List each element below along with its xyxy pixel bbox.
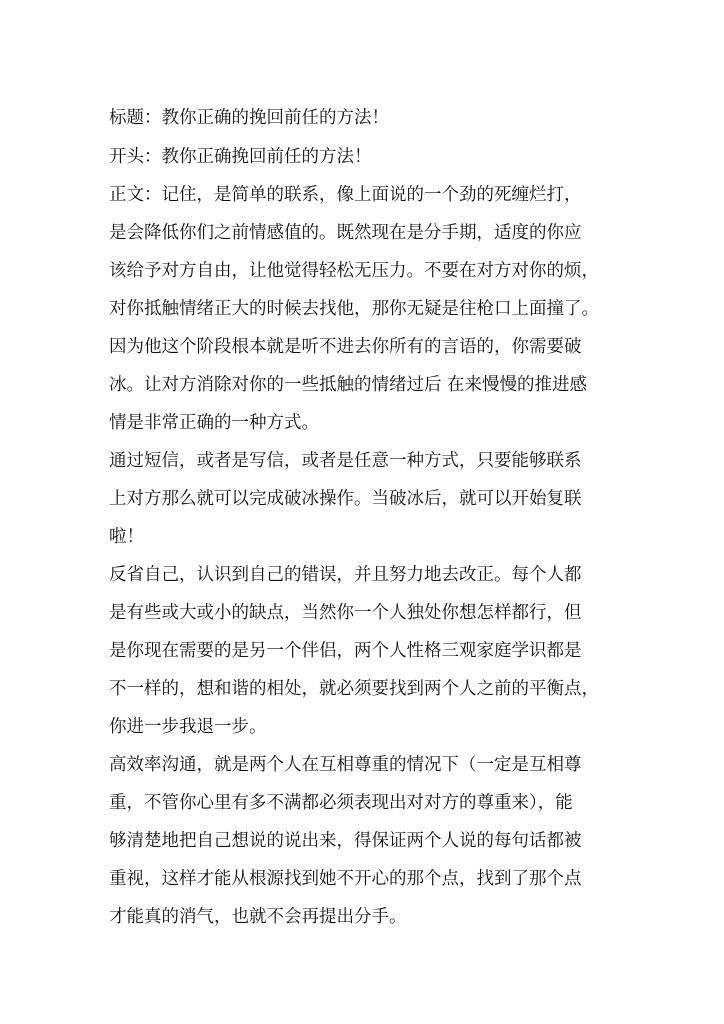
body-line: 上对方那么就可以完成破冰操作。当破冰后，就可以开始复联 bbox=[109, 489, 582, 509]
body-line: 冰。让对方消除对你的一些抵触的情绪过后 在来慢慢的推进感 bbox=[109, 375, 588, 395]
body-line: 通过短信，或者是写信，或者是任意一种方式，只要能够联系 bbox=[109, 451, 582, 471]
body-line: 重视，这样才能从根源找到她不开心的那个点，找到了那个点 bbox=[109, 869, 582, 889]
body-line: 反省自己，认识到自己的错误，并且努力地去改正。每个人都 bbox=[109, 565, 582, 585]
body-line: 对你抵触情绪正大的时候去找他，那你无疑是往枪口上面撞了。 bbox=[109, 299, 599, 319]
body-line: 是有些或大或小的缺点，当然你一个人独处你想怎样都行，但 bbox=[109, 603, 582, 623]
body-line: 重，不管你心里有多不满都必须表现出对对方的尊重来），能 bbox=[109, 793, 573, 813]
body-line: 正文：记住，是简单的联系，像上面说的一个劲的死缠烂打， bbox=[109, 185, 582, 205]
body-line: 因为他这个阶段根本就是听不进去你所有的言语的，你需要破 bbox=[109, 337, 582, 357]
title-line: 标题：教你正确的挽回前任的方法！ bbox=[109, 108, 389, 128]
body-line: 情是非常正确的一种方式。 bbox=[109, 413, 319, 433]
body-line: 才能真的消气，也就不会再提出分手。 bbox=[109, 907, 407, 927]
body-line: 高效率沟通，就是两个人在互相尊重的情况下（一定是互相尊 bbox=[109, 755, 582, 775]
body-line: 你进一步我退一步。 bbox=[109, 717, 267, 737]
body-line: 是会降低你们之前情感值的。既然现在是分手期，适度的你应 bbox=[109, 223, 582, 243]
body-line: 是你现在需要的是另一个伴侣，两个人性格三观家庭学识都是 bbox=[109, 641, 582, 661]
body-line: 啦！ bbox=[109, 527, 144, 547]
body-line: 该给予对方自由，让他觉得轻松无压力。不要在对方对你的烦， bbox=[109, 261, 599, 281]
body-line: 不一样的，想和谐的相处，就必须要找到两个人之前的平衡点， bbox=[109, 679, 599, 699]
opening-line: 开头：教你正确挽回前任的方法！ bbox=[109, 147, 372, 167]
body-line: 够清楚地把自己想说的说出来，得保证两个人说的每句话都被 bbox=[109, 831, 582, 851]
